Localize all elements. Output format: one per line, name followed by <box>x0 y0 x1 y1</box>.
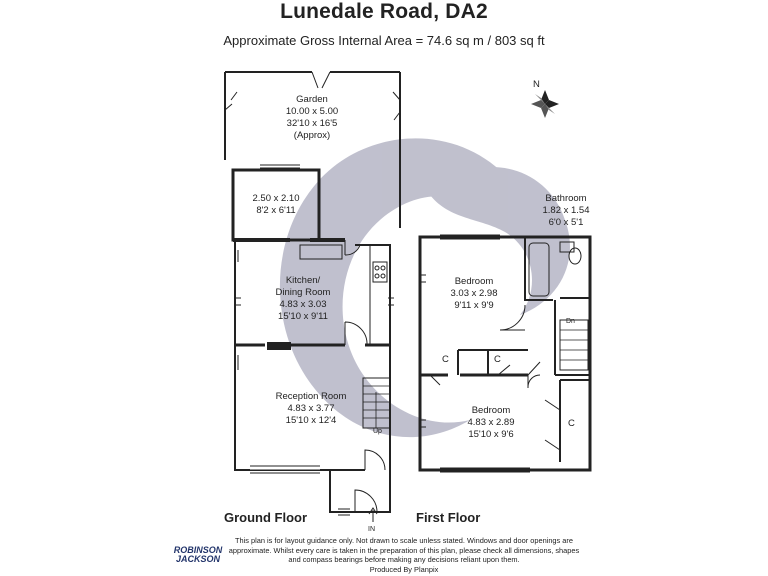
produced-by: Produced By Planpix <box>369 564 439 574</box>
cupboard-label-2: C <box>494 354 501 365</box>
bathroom-imperial: 6'0 x 5'1 <box>548 217 584 228</box>
bedroom2-imperial: 15'10 x 9'6 <box>468 429 514 440</box>
stairs-up-label: Up <box>373 428 382 435</box>
bedroom2-metric: 4.83 x 2.89 <box>467 417 515 428</box>
ground-floor-label: Ground Floor <box>224 510 308 525</box>
kitchen-metric: 4.83 x 3.03 <box>279 299 327 310</box>
disclaimer-text: This plan is for layout guidance only. Not drawn to scale unless stated. Windows and door openings are approximate. Whilst every care is taken in the preparation of this plan, please check all dimensions, shapes and compass bearings before making any decisions reliant upon them. <box>228 536 580 565</box>
logo-line-2: JACKSON <box>175 554 220 564</box>
entrance-label: IN <box>368 526 375 533</box>
compass-north-label: N <box>533 79 540 90</box>
bathroom-name: Bathroom <box>545 193 587 204</box>
reception-imperial: 15'10 x 12'4 <box>285 415 337 426</box>
kitchen-name-2: Dining Room <box>275 287 331 298</box>
bedroom1-name: Bedroom <box>454 276 494 287</box>
outbuilding-metric: 2.50 x 2.10 <box>252 193 300 204</box>
kitchen-imperial: 15'10 x 9'11 <box>278 311 328 322</box>
cupboard-label-3: C <box>568 418 575 429</box>
bedroom2-name: Bedroom <box>471 405 511 416</box>
compass-rose-icon <box>531 79 559 118</box>
garden-note: (Approx) <box>293 130 331 141</box>
bathroom-metric: 1.82 x 1.54 <box>542 205 590 216</box>
plan-title: Lunedale Road, DA2 <box>280 0 488 23</box>
reception-name: Reception Room <box>275 391 347 402</box>
stairs-down-label: Dn <box>566 318 575 325</box>
garden-metric: 10.00 x 5.00 <box>285 106 339 117</box>
garden-imperial: 32'10 x 16'5 <box>286 118 338 129</box>
outbuilding-imperial: 8'2 x 6'11 <box>256 205 296 216</box>
disclaimer <box>228 536 580 574</box>
entrance-arrow-icon <box>369 508 377 522</box>
first-floor-label: First Floor <box>416 510 481 525</box>
bedroom1-metric: 3.03 x 2.98 <box>450 288 498 299</box>
logo-line-1: ROBINSON <box>173 545 223 555</box>
reception-metric: 4.83 x 3.77 <box>287 403 335 414</box>
agent-logo <box>168 546 228 564</box>
kitchen-name-1: Kitchen/ <box>285 275 321 286</box>
cupboard-label-1: C <box>442 354 449 365</box>
garden-name: Garden <box>296 94 328 105</box>
gross-area: Approximate Gross Internal Area = 74.6 sq m / 803 sq ft <box>223 33 545 48</box>
bedroom1-imperial: 9'11 x 9'9 <box>454 300 494 311</box>
